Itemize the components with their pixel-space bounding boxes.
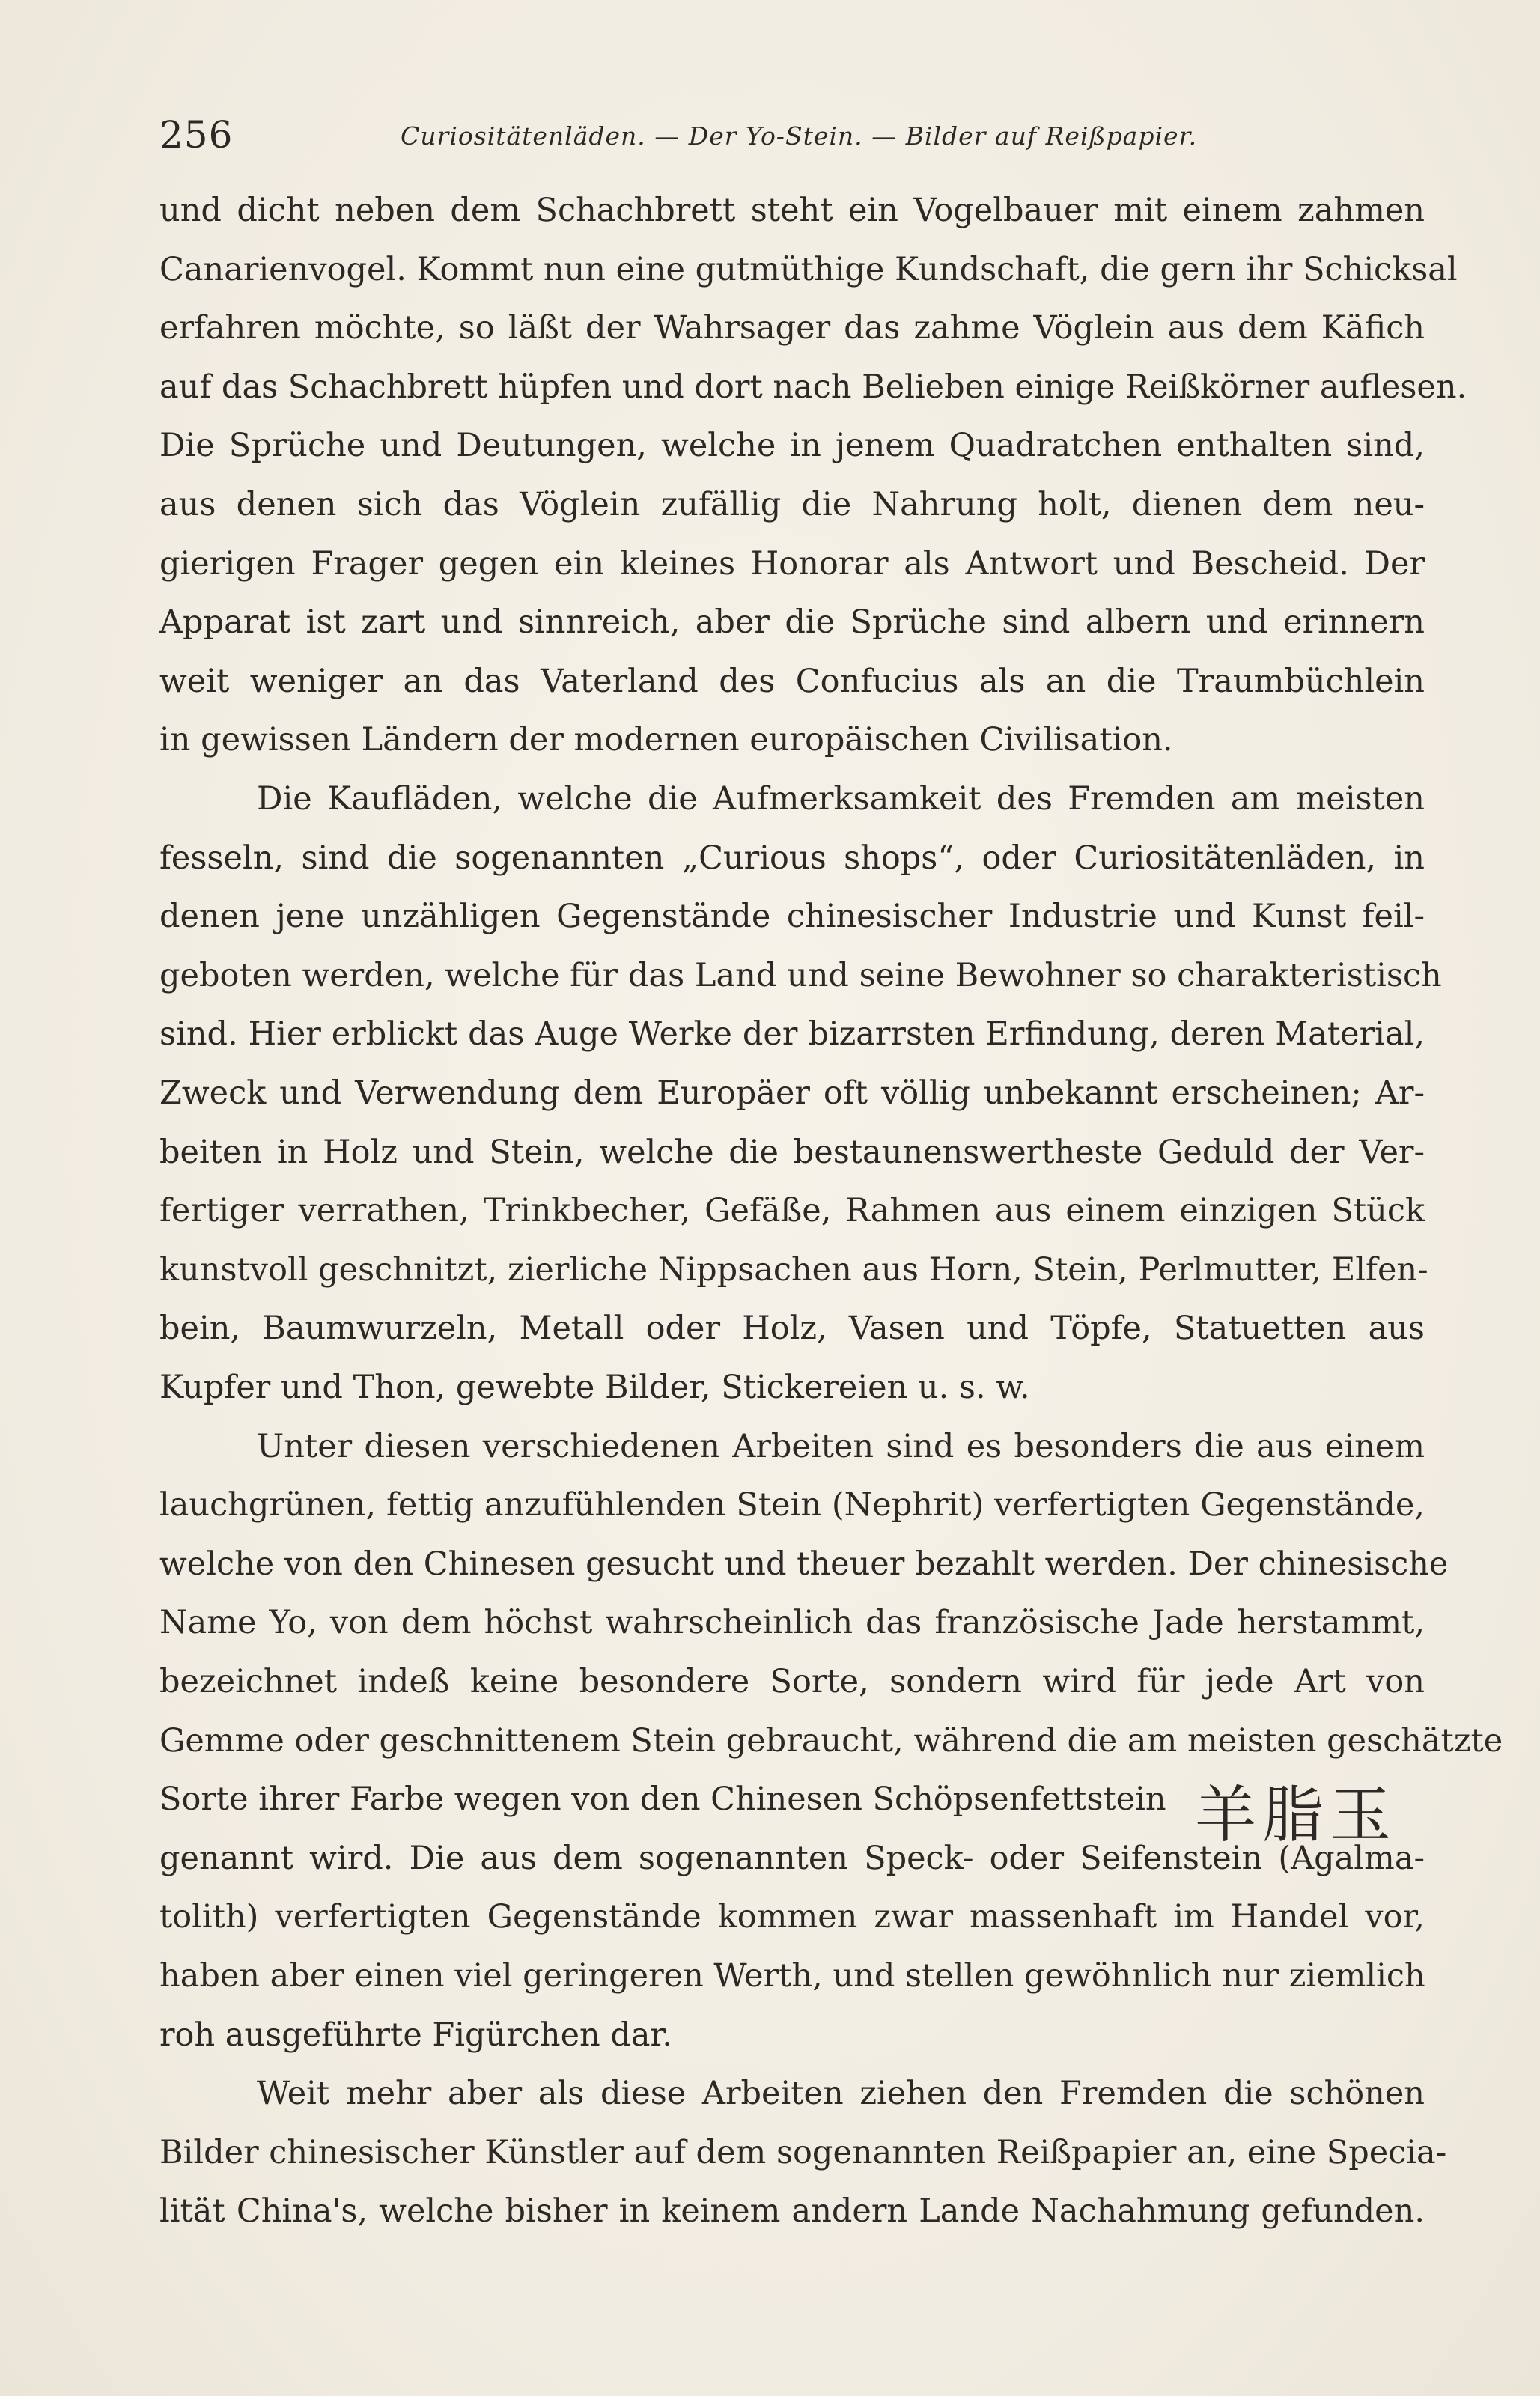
page-header — [159, 112, 1417, 157]
text-line: welche von den Chinesen gesucht und theuer bezahlt werden. Der chinesische — [159, 1545, 1449, 1583]
text-line: genannt wird. Die aus dem sogenannten Speck- oder Seifenstein (Agalma- — [159, 1840, 1425, 1877]
text-line: in gewissen Ländern der modernen europäischen Civilisation. — [159, 721, 1173, 758]
text-line: tolith) verfertigten Gegenstände kommen zwar massenhaft im Handel vor, — [159, 1898, 1425, 1936]
text-line: auf das Schachbrett hüpfen und dort nach Belieben einige Reißkörner auflesen. — [159, 368, 1467, 406]
text-line: aus denen sich das Vöglein zufällig die Nahrung holt, dienen dem neu- — [159, 486, 1425, 523]
text-line: bein, Baumwurzeln, Metall oder Holz, Vasen und Töpfe, Statuetten aus — [159, 1310, 1425, 1347]
text-line: lität China's, welche bisher in keinem andern Lande Nachahmung gefunden. — [159, 2192, 1425, 2230]
text-line: geboten werden, welche für das Land und seine Bewohner so charakteristisch — [159, 957, 1442, 994]
text-line: Unter diesen verschiedenen Arbeiten sind es besonders die aus einem — [257, 1428, 1425, 1465]
text-line: Die Kaufläden, welche die Aufmerksamkeit des Fremden am meisten — [257, 780, 1425, 818]
running-head: Curiositätenläden. — Der Yo-Stein. — Bilder auf Reißpapier. — [401, 121, 1198, 150]
text-line: denen jene unzähligen Gegenstände chinesischer Industrie und Kunst feil- — [159, 898, 1425, 935]
text-line: Weit mehr aber als diese Arbeiten ziehen den Fremden die schönen — [257, 2075, 1425, 2112]
chinese-character: 玉 — [1330, 1780, 1408, 1851]
text-line: Die Sprüche und Deutungen, welche in jenem Quadratchen enthalten sind, — [159, 427, 1425, 464]
text-line: und dicht neben dem Schachbrett steht ein Vogelbauer mit einem zahmen — [159, 192, 1425, 229]
text-line: lauchgrünen, fettig anzufühlenden Stein (Nephrit) verfertigten Gegenstände, — [159, 1486, 1425, 1524]
text-line: gierigen Frager gegen ein kleines Honorar als Antwort und Bescheid. Der — [159, 545, 1425, 583]
text-line: Zweck und Verwendung dem Europäer oft völlig unbekannt erscheinen; Ar- — [159, 1074, 1425, 1112]
text-line: fertiger verrathen, Trinkbecher, Gefäße, Rahmen aus einem einzigen Stück — [159, 1192, 1425, 1229]
text-line: sind. Hier erblickt das Auge Werke der bizarrsten Erfindung, deren Material, — [159, 1015, 1425, 1053]
text-line: Sorte ihrer Farbe wegen von den Chinesen Schöpsenfettstein — [159, 1781, 1166, 1818]
page-number: 256 — [159, 113, 234, 156]
text-line: fesseln, sind die sogenannten „Curious shops“, oder Curiositätenläden, in — [159, 839, 1425, 877]
text-line: erfahren möchte, so läßt der Wahrsager das zahme Vöglein aus dem Käfich — [159, 309, 1425, 347]
chinese-character: 脂 — [1262, 1780, 1341, 1851]
chinese-character: 羊 — [1195, 1780, 1273, 1851]
text-line: Name Yo, von dem höchst wahrscheinlich das französische Jade herstammt, — [159, 1604, 1425, 1641]
text-line: Bilder chinesischer Künstler auf dem sogenannten Reißpapier an, eine Specia- — [159, 2134, 1447, 2171]
chinese-characters — [1195, 1780, 1408, 1852]
text-line: haben aber einen viel geringeren Werth, und stellen gewöhnlich nur ziemlich — [159, 1957, 1425, 1995]
text-line: bezeichnet indeß keine besondere Sorte, sondern wird für jede Art von — [159, 1663, 1425, 1700]
text-line: roh ausgeführte Figürchen dar. — [159, 2016, 673, 2054]
text-line: Kupfer und Thon, gewebte Bilder, Stickereien u. s. w. — [159, 1369, 1030, 1406]
text-line: beiten in Holz und Stein, welche die bestaunenswertheste Geduld der Ver- — [159, 1134, 1425, 1171]
text-line: Canarienvogel. Kommt nun eine gutmüthige Kundschaft, die gern ihr Schicksal — [159, 251, 1458, 288]
text-line: weit weniger an das Vaterland des Confucius als an die Traumbüchlein — [159, 663, 1425, 700]
text-line: Gemme oder geschnittenem Stein gebraucht, während die am meisten geschätzte — [159, 1722, 1503, 1760]
text-line: Apparat ist zart und sinnreich, aber die Sprüche sind albern und erinnern — [159, 603, 1425, 641]
text-line: kunstvoll geschnitzt, zierliche Nippsachen aus Horn, Stein, Perlmutter, Elfen- — [159, 1251, 1428, 1289]
